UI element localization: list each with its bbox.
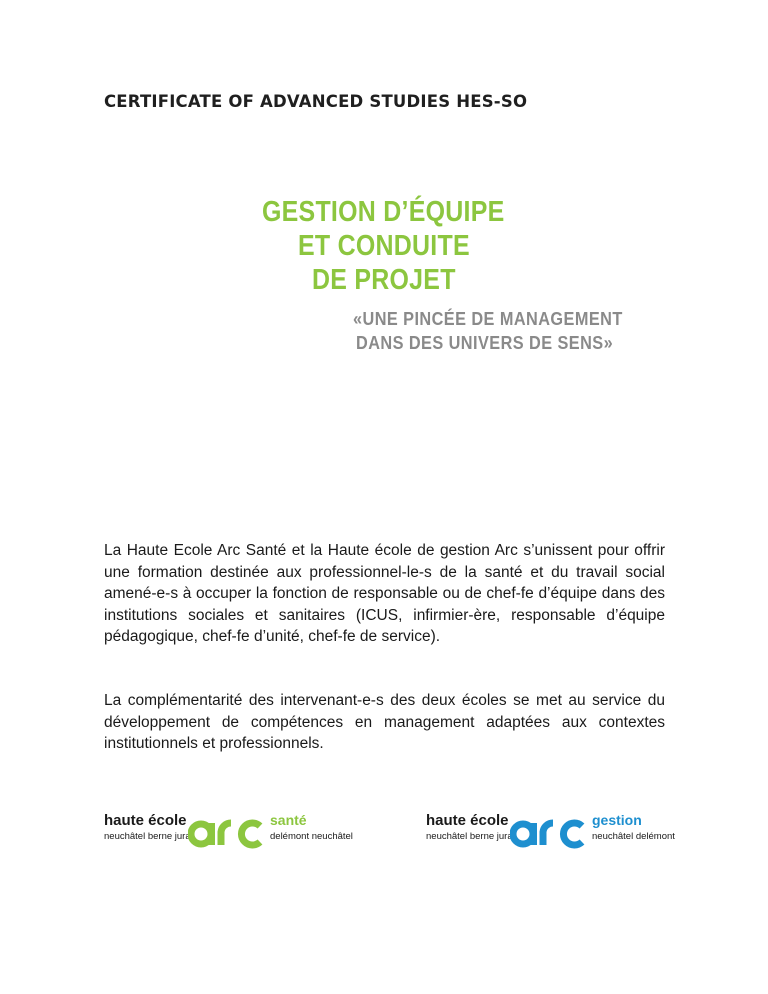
logo-department: santé (270, 812, 307, 828)
subtitle-line-2: DANS DES UNIVERS DE SENS» (356, 332, 614, 353)
logo-department: gestion (592, 812, 642, 828)
title-line-2: ET CONDUITE (298, 230, 470, 262)
logo-department-locations: delémont neuchâtel (270, 831, 353, 842)
logo-school-name: haute école (104, 812, 187, 829)
he-arc-gestion-logo (426, 810, 676, 854)
logo-department-locations: neuchâtel delémont (592, 831, 675, 842)
subtitle-line-1: «UNE PINCÉE DE MANAGEMENT (353, 308, 623, 329)
intro-paragraph: La Haute Ecole Arc Santé et la Haute école de gestion Arc s’unissent pour offrir une formation destinée aux professionnel-le-s de la santé et du travail social amené-e-s à occuper la fonction de responsable ou de chef-fe d’équipe dans des institutions sociales et sanitaires (ICUS, infirmier-ère, responsable d’équipe pédagogique, chef-fe d’unité, chef-fe de service). (104, 542, 665, 646)
certificate-heading: CERTIFICATE OF ADVANCED STUDIES HES-SO (104, 92, 528, 111)
arc-mark-blue-icon (510, 810, 588, 850)
he-arc-sante-logo (104, 810, 354, 854)
title-line-3: DE PROJET (312, 264, 456, 296)
title-line-1: GESTION D’ÉQUIPE (262, 196, 505, 228)
complementarity-paragraph: La complémentarité des intervenant-e-s des deux écoles se met au service du développement de compétences en management adaptées aux contextes institutionnels et professionnels. (104, 692, 665, 753)
arc-mark-green-icon (188, 810, 266, 850)
logo-school-locations: neuchâtel berne jura (426, 831, 513, 842)
logo-school-name: haute école (426, 812, 509, 829)
logo-school-locations: neuchâtel berne jura (104, 831, 191, 842)
